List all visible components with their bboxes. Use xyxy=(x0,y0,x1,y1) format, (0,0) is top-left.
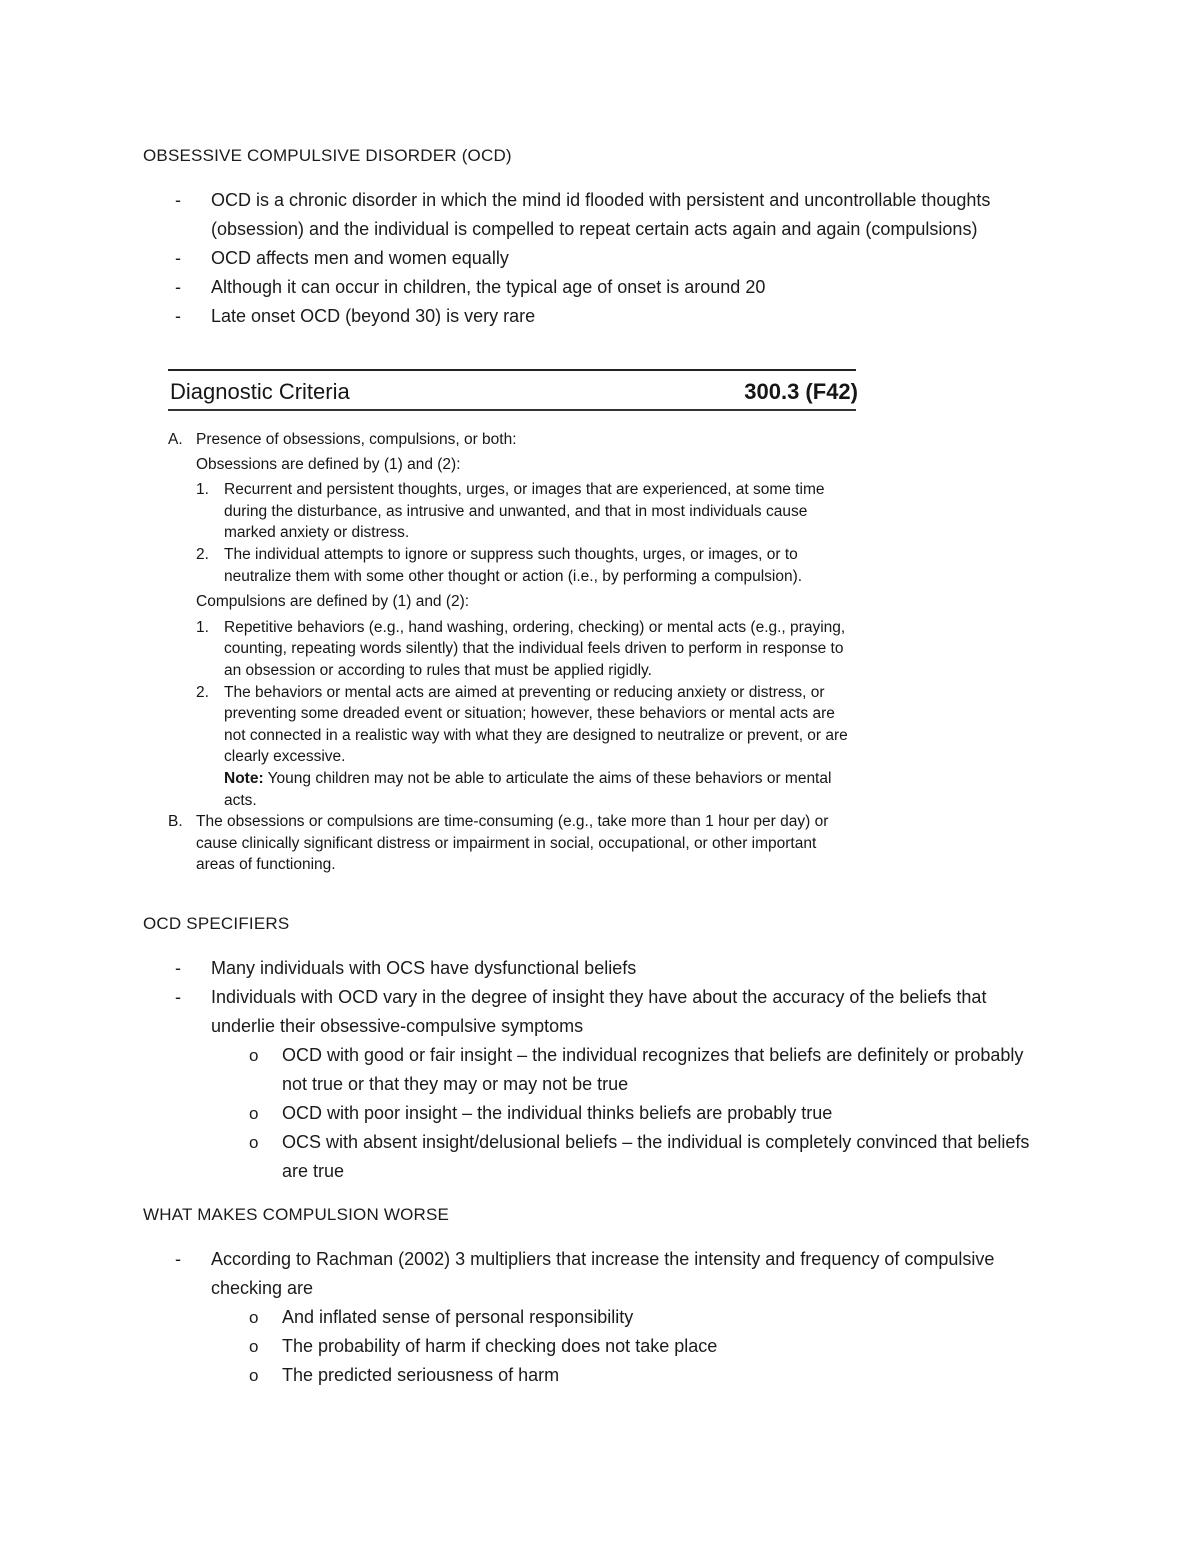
section-heading-ocd: OBSESSIVE COMPULSIVE DISORDER (OCD) xyxy=(143,146,512,165)
sublist-item xyxy=(211,1303,1043,1332)
sublist-item-text: OCS with absent insight/delusional beliefs – the individual is completely convinced that beliefs are true xyxy=(282,1132,1030,1181)
list-item-text: According to Rachman (2002) 3 multipliers that increase the intensity and frequency of compulsive checking are xyxy=(211,1249,995,1298)
item-text: The individual attempts to ignore or suppress such thoughts, urges, or images, or to neutralize them with some other thought or action (i.e., by performing a compulsion). xyxy=(224,545,803,585)
item-number: 2. xyxy=(196,545,209,563)
sublist-item xyxy=(211,1332,1043,1361)
criterion-a xyxy=(168,429,858,811)
obsession-item xyxy=(196,479,858,544)
compulsions-definition-title: Compulsions are defined by (1) and (2): xyxy=(196,593,470,611)
sublist-item-text: OCD with good or fair insight – the individual recognizes that beliefs are definitely or probably not true or that they may or may not be true xyxy=(282,1045,1024,1094)
criterion-a-text: Presence of obsessions, compulsions, or both: xyxy=(196,431,517,448)
criterion-letter: A. xyxy=(168,431,183,448)
list-item-text: Individuals with OCD vary in the degree of insight they have about the accuracy of the beliefs that underlie their obsessive-compulsive symptoms xyxy=(211,987,987,1036)
circle-bullet-icon: o xyxy=(249,1337,259,1356)
list-item xyxy=(143,1245,1043,1390)
dash-bullet-icon: - xyxy=(175,190,181,210)
section-heading-compulsion-worse: WHAT MAKES COMPULSION WORSE xyxy=(143,1205,450,1224)
compulsion-item xyxy=(196,682,858,768)
criteria-code: 300.3 (F42) xyxy=(744,379,858,404)
list-item-text: OCD affects men and women equally xyxy=(211,248,509,268)
list-item-text: Late onset OCD (beyond 30) is very rare xyxy=(211,306,536,326)
list-item-text: Although it can occur in children, the typical age of onset is around 20 xyxy=(211,277,766,297)
criterion-letter: B. xyxy=(168,813,183,831)
sublist-item-text: And inflated sense of personal responsibility xyxy=(282,1307,634,1327)
ocd-overview-list xyxy=(143,186,1043,331)
circle-bullet-icon: o xyxy=(249,1308,259,1327)
item-text: Recurrent and persistent thoughts, urges, or images that are experienced, at some time during the disturbance, as intrusive and unwanted, and that in most individuals cause marked anxiety or distress. xyxy=(224,481,825,542)
list-item-text: OCD is a chronic disorder in which the mind id flooded with persistent and uncontrollable thoughts (obsession) and the individual is compelled to repeat certain acts again and again (compulsions) xyxy=(211,190,991,239)
criterion-b xyxy=(168,811,858,876)
dash-bullet-icon: - xyxy=(175,958,181,978)
list-item xyxy=(143,954,1043,983)
dash-bullet-icon: - xyxy=(175,1249,181,1269)
compulsion-worse-list xyxy=(143,1245,1043,1390)
item-number: 1. xyxy=(196,618,209,636)
multipliers-sublist xyxy=(211,1303,1043,1390)
note xyxy=(196,768,858,811)
circle-bullet-icon: o xyxy=(249,1104,259,1123)
compulsion-item xyxy=(196,617,858,682)
circle-bullet-icon: o xyxy=(249,1133,259,1152)
dash-bullet-icon: - xyxy=(175,306,181,326)
list-item xyxy=(143,983,1043,1186)
circle-bullet-icon: o xyxy=(249,1046,259,1065)
sublist-item-text: The predicted seriousness of harm xyxy=(282,1365,560,1385)
diagnostic-criteria-box xyxy=(168,369,858,876)
dash-bullet-icon: - xyxy=(175,987,181,1007)
item-number: 2. xyxy=(196,683,209,701)
bottom-rule-divider xyxy=(168,409,856,411)
item-text: Repetitive behaviors (e.g., hand washing, ordering, checking) or mental acts (e.g., praying, counting, repeating words silently) that the individual feels driven to perform in response to an obsession or according to rules that must be applied rigidly. xyxy=(224,618,846,679)
dash-bullet-icon: - xyxy=(175,248,181,268)
item-text: The behaviors or mental acts are aimed at preventing or reducing anxiety or distress, or preventing some dreaded event or situation; however, these behaviors or mental acts are not connected in a realistic way with what they are designed to neutralize or prevent, or are clearly excessive. xyxy=(224,683,848,766)
sublist-item-text: OCD with poor insight – the individual thinks beliefs are probably true xyxy=(282,1103,833,1123)
criteria-title-row xyxy=(168,371,858,409)
insight-sublist xyxy=(211,1041,1043,1186)
criterion-b-text: The obsessions or compulsions are time-consuming (e.g., take more than 1 hour per day) or cause clinically significant distress or impairment in social, occupational, or other important areas of functioning. xyxy=(196,813,829,874)
list-item xyxy=(143,186,1043,244)
circle-bullet-icon: o xyxy=(249,1366,259,1385)
item-number: 1. xyxy=(196,481,209,499)
sublist-item xyxy=(211,1099,1043,1128)
list-item xyxy=(143,302,1043,331)
obsessions-definition-title: Obsessions are defined by (1) and (2): xyxy=(196,455,461,473)
criteria-title: Diagnostic Criteria xyxy=(170,379,350,404)
section-heading-specifiers: OCD SPECIFIERS xyxy=(143,914,290,933)
obsession-item xyxy=(196,544,858,587)
sublist-item xyxy=(211,1041,1043,1099)
sublist-item-text: The probability of harm if checking does not take place xyxy=(282,1336,718,1356)
note-text: Young children may not be able to articulate the aims of these behaviors or mental acts. xyxy=(224,769,832,809)
ocd-specifiers-list xyxy=(143,954,1043,1186)
dash-bullet-icon: - xyxy=(175,277,181,297)
list-item-text: Many individuals with OCS have dysfunctional beliefs xyxy=(211,958,637,978)
sublist-item xyxy=(211,1128,1043,1186)
note-label: Note: xyxy=(224,769,264,787)
list-item xyxy=(143,244,1043,273)
list-item xyxy=(143,273,1043,302)
sublist-item xyxy=(211,1361,1043,1390)
